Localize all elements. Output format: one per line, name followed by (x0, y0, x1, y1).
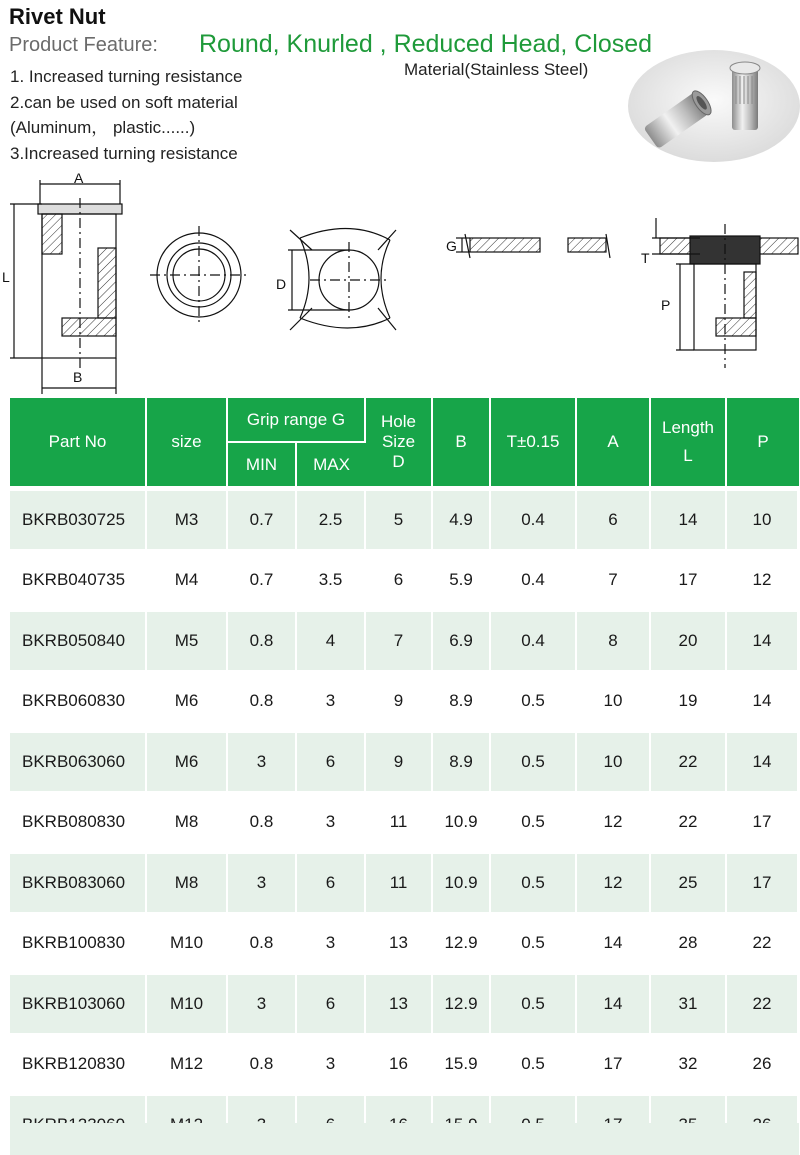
dim-label-a: A (74, 170, 84, 186)
cell-a: 14 (577, 972, 651, 1033)
cell-l: 22 (651, 730, 727, 791)
cell-part: BKRB060830 (10, 670, 147, 731)
cell-p: 10 (727, 488, 799, 549)
cell-min: 0.7 (228, 549, 297, 610)
cell-p: 22 (727, 912, 799, 973)
header-length-line: Length (662, 418, 715, 437)
cell-l: 32 (651, 1033, 727, 1094)
cell-max: 4 (297, 609, 366, 670)
cell-t: 0.5 (491, 1033, 577, 1094)
cell-min: 0.8 (228, 912, 297, 973)
cell-l: 25 (651, 851, 727, 912)
header-hole-size (366, 398, 433, 488)
cell-a: 17 (577, 1033, 651, 1094)
cell-a: 12 (577, 851, 651, 912)
cell-l: 22 (651, 791, 727, 852)
cell-part: BKRB050840 (10, 609, 147, 670)
spec-table (10, 398, 799, 1154)
table-row (10, 730, 799, 791)
product-photo (628, 50, 800, 162)
cell-min: 0.8 (228, 609, 297, 670)
cell-max: 6 (297, 730, 366, 791)
dim-label-d: D (276, 276, 287, 292)
cell-size: M6 (147, 670, 228, 731)
header-t: T±0.15 (491, 398, 577, 488)
cell-t: 0.5 (491, 670, 577, 731)
cell-p: 14 (727, 670, 799, 731)
cell-max: 6 (297, 972, 366, 1033)
cell-max: 2.5 (297, 488, 366, 549)
table-row (10, 670, 799, 731)
cell-max: 3 (297, 912, 366, 973)
cell-size: M8 (147, 851, 228, 912)
cell-l: 19 (651, 670, 727, 731)
cell-part: BKRB030725 (10, 488, 147, 549)
hole-view-drawing (288, 228, 396, 330)
cell-l: 28 (651, 912, 727, 973)
header-hole-line: Hole (381, 412, 416, 431)
cell-size: M3 (147, 488, 228, 549)
cell-a: 10 (577, 670, 651, 731)
dim-label-g: G (446, 238, 457, 254)
feature-list (10, 64, 242, 166)
header-hole-line: D (392, 452, 405, 471)
cell-l: 14 (651, 488, 727, 549)
table-row (10, 1033, 799, 1094)
plate-section-drawing (456, 234, 610, 258)
cell-b: 10.9 (433, 851, 491, 912)
installed-view-drawing (652, 218, 798, 368)
cell-t: 0.5 (491, 851, 577, 912)
cell-d: 6 (366, 549, 433, 610)
table-row (10, 972, 799, 1033)
cell-l: 20 (651, 609, 727, 670)
cell-size: M4 (147, 549, 228, 610)
cell-t: 0.4 (491, 609, 577, 670)
dim-label-t: T (641, 250, 650, 266)
cell-d: 16 (366, 1033, 433, 1094)
cell-t: 0.5 (491, 791, 577, 852)
feature-item: 1. Increased turning resistance (10, 67, 243, 86)
cell-l: 17 (651, 549, 727, 610)
header-hole-line: Size (381, 432, 416, 451)
header-p: P (727, 398, 799, 488)
cell-t: 0.5 (491, 730, 577, 791)
table-row (10, 791, 799, 852)
cell-min: 0.8 (228, 1033, 297, 1094)
cell-size: M5 (147, 609, 228, 670)
cell-max: 3 (297, 791, 366, 852)
cell-size: M6 (147, 730, 228, 791)
cell-size: M8 (147, 791, 228, 852)
header-part-no: Part No (10, 398, 147, 488)
cell-b: 12.9 (433, 912, 491, 973)
cell-d: 5 (366, 488, 433, 549)
cell-b: 8.9 (433, 670, 491, 731)
cell-min: 3 (228, 851, 297, 912)
cell-p: 17 (727, 791, 799, 852)
cell-d: 9 (366, 730, 433, 791)
dim-label-l: L (2, 269, 10, 285)
cell-a: 12 (577, 791, 651, 852)
cell-min: 0.8 (228, 791, 297, 852)
feature-item: 2.can be used on soft material (10, 92, 238, 112)
cell-b: 15.9 (433, 1033, 491, 1094)
cell-max: 6 (297, 851, 366, 912)
header-length-line: L (683, 446, 693, 465)
table-footer-band (10, 1123, 799, 1155)
cell-l: 31 (651, 972, 727, 1033)
header-b: B (433, 398, 491, 488)
cell-min: 0.7 (228, 488, 297, 549)
cell-b: 6.9 (433, 609, 491, 670)
side-section-drawing (10, 180, 122, 394)
cell-p: 14 (727, 730, 799, 791)
cell-min: 0.8 (228, 670, 297, 731)
technical-drawings (0, 168, 800, 400)
top-view-drawing (150, 226, 248, 324)
header-a: A (577, 398, 651, 488)
product-feature-value: Round, Knurled , Reduced Head, Closed (199, 30, 653, 58)
feature-item: 3.Increased turning resistance (10, 143, 238, 163)
cell-min: 3 (228, 730, 297, 791)
cell-b: 8.9 (433, 730, 491, 791)
material-label: Material(Stainless Steel) (404, 60, 589, 79)
cell-d: 7 (366, 609, 433, 670)
table-row (10, 609, 799, 670)
cell-part: BKRB040735 (10, 549, 147, 610)
cell-part: BKRB063060 (10, 730, 147, 791)
cell-part: BKRB103060 (10, 972, 147, 1033)
cell-d: 11 (366, 851, 433, 912)
cell-t: 0.5 (491, 912, 577, 973)
cell-a: 6 (577, 488, 651, 549)
cell-p: 22 (727, 972, 799, 1033)
cell-d: 9 (366, 670, 433, 731)
cell-a: 8 (577, 609, 651, 670)
cell-part: BKRB120830 (10, 1033, 147, 1094)
cell-part: BKRB100830 (10, 912, 147, 973)
cell-d: 13 (366, 912, 433, 973)
cell-min: 3 (228, 972, 297, 1033)
cell-size: M10 (147, 912, 228, 973)
cell-b: 4.9 (433, 488, 491, 549)
feature-item: (Aluminum， plastic......) (10, 118, 196, 137)
cell-a: 7 (577, 549, 651, 610)
cell-size: M12 (147, 1033, 228, 1094)
cell-d: 11 (366, 791, 433, 852)
table-row (10, 488, 799, 549)
cell-p: 26 (727, 1033, 799, 1094)
header-min: MIN (228, 443, 297, 488)
header-grip-range: Grip range G (228, 398, 366, 443)
table-row (10, 549, 799, 610)
dim-label-b: B (73, 369, 83, 385)
cell-a: 10 (577, 730, 651, 791)
dim-label-p: P (661, 297, 671, 313)
product-feature-label: Product Feature: (9, 34, 158, 56)
header-max: MAX (297, 443, 366, 488)
cell-p: 12 (727, 549, 799, 610)
cell-max: 3 (297, 1033, 366, 1094)
cell-p: 17 (727, 851, 799, 912)
cell-size: M10 (147, 972, 228, 1033)
cell-p: 14 (727, 609, 799, 670)
cell-a: 14 (577, 912, 651, 973)
page-title: Rivet Nut (9, 4, 106, 29)
header-size: size (147, 398, 228, 488)
table-row (10, 912, 799, 973)
cell-t: 0.4 (491, 488, 577, 549)
header-length (651, 398, 727, 488)
cell-max: 3.5 (297, 549, 366, 610)
table-row (10, 851, 799, 912)
cell-part: BKRB083060 (10, 851, 147, 912)
cell-t: 0.4 (491, 549, 577, 610)
cell-b: 5.9 (433, 549, 491, 610)
cell-b: 10.9 (433, 791, 491, 852)
cell-max: 3 (297, 670, 366, 731)
cell-b: 12.9 (433, 972, 491, 1033)
cell-d: 13 (366, 972, 433, 1033)
cell-t: 0.5 (491, 972, 577, 1033)
cell-part: BKRB080830 (10, 791, 147, 852)
